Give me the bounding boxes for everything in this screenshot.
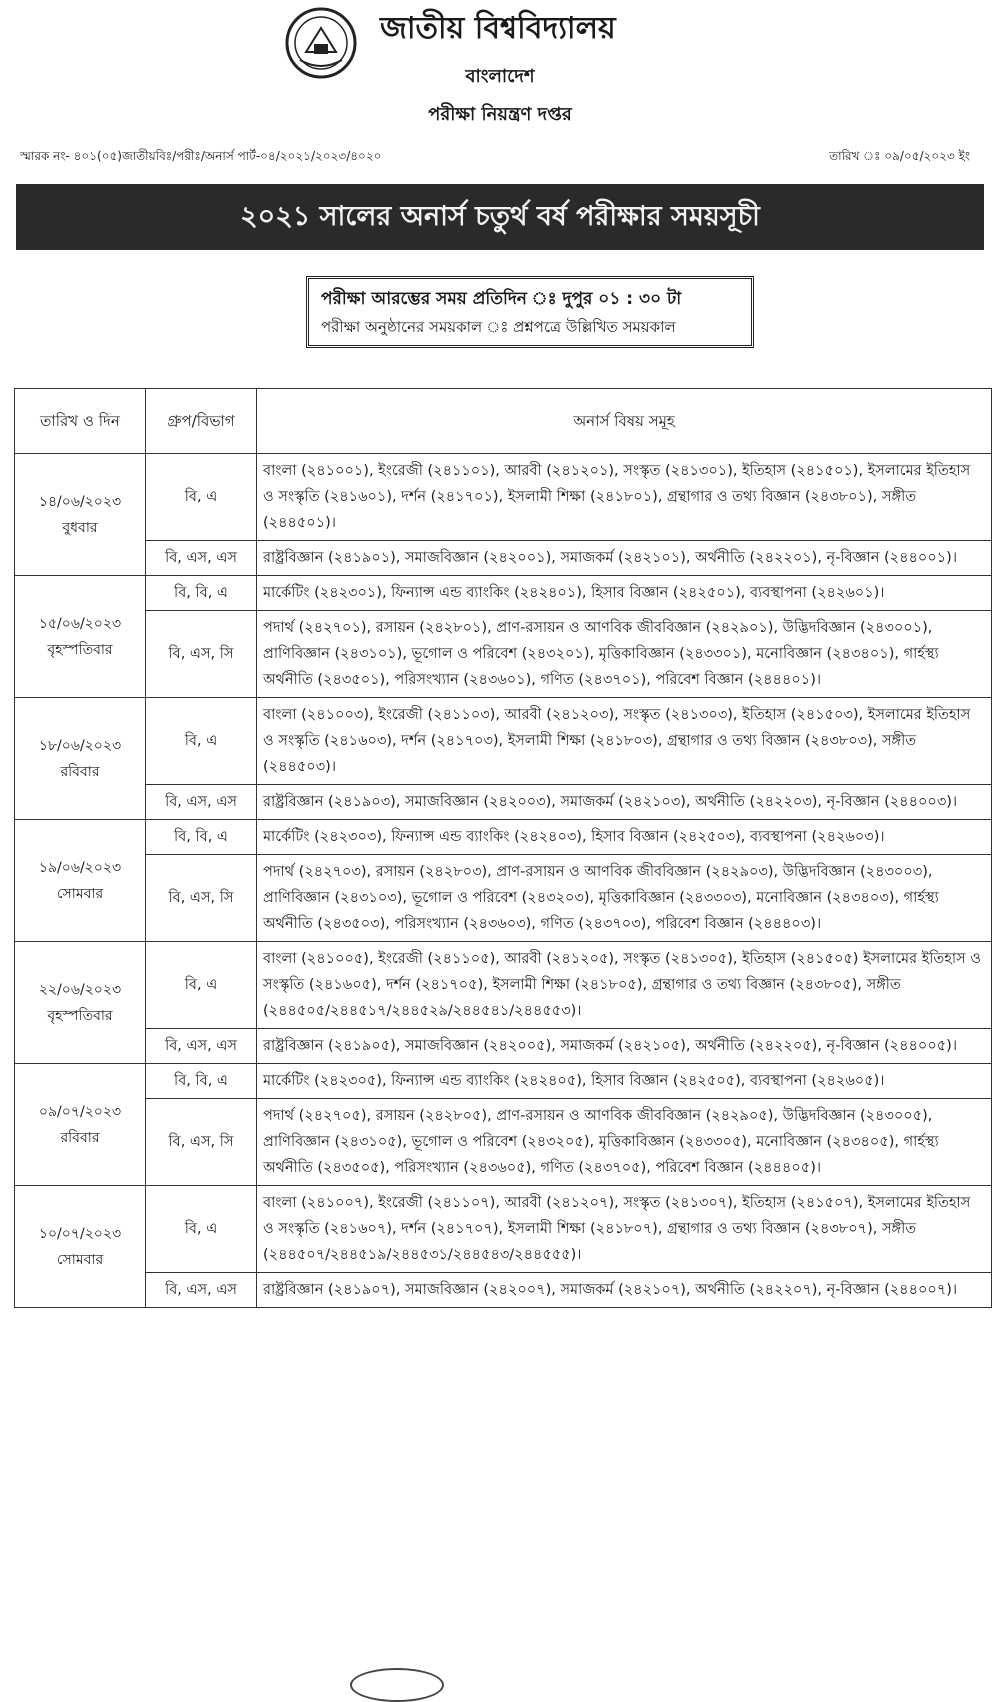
date-cell [15, 1186, 146, 1308]
office-name: পরীক্ষা নিয়ন্ত্রণ দপ্তর [428, 104, 572, 125]
exam-day: সোমবার [56, 885, 104, 902]
table-row [15, 942, 992, 1029]
group-cell: বি, বি, এ [146, 576, 257, 611]
document-header [0, 0, 1000, 163]
exam-day: বৃহস্পতিবার [47, 1007, 113, 1024]
subjects-cell: বাংলা (২৪১০০৫), ইংরেজী (২৪১১০৫), আরবী (২৪১২০৫), সংস্কৃত (২৪১৩০৫), ইতিহাস (২৪১৫০৫) ইসলামের ইতিহাস ও সংস্কৃতি (২৪১৬০৫), দর্শন (২৪১৭০৫), ইসলামী শিক্ষা (২৪১৮০৫), গ্রন্থাগার ও তথ্য বিজ্ঞান (২৪৩৮০৫), সঙ্গীত (২৪৪৫০৫/২৪৪৫১৭/২৪৪৫২৯/২৪৪৫৪১/২৪৪৫৫৩)। [257, 942, 992, 1029]
subjects-cell: রাষ্ট্রবিজ্ঞান (২৪১৯০৫), সমাজবিজ্ঞান (২৪২০০৫), সমাজকর্ম (২৪২১০৫), অর্থনীতি (২৪২২০৫), নৃ-বিজ্ঞান (২৪৪০০৫)। [257, 1029, 992, 1064]
exam-date: ২২/০৬/২০২৩ [38, 981, 122, 998]
table-row [15, 611, 992, 698]
table-row [15, 1029, 992, 1064]
country-name: বাংলাদেশ [465, 66, 535, 87]
exam-date: ১৮/০৬/২০২৩ [38, 737, 122, 754]
schedule-title: ২০২১ সালের অনার্স চতুর্থ বর্ষ পরীক্ষার সময়সূচী [16, 184, 984, 250]
table-header-row [15, 389, 992, 454]
exam-day: রবিবার [60, 1129, 100, 1146]
date-cell [15, 820, 146, 942]
memo-number: স্মারক নং- ৪০১(০৫)জাতীয়বিঃ/পরীঃ/অনার্স পার্ট-০৪/২০২১/২০২৩/৪০২০ [20, 149, 382, 163]
table-row [15, 1186, 992, 1273]
exam-date: ১০/০৭/২০২৩ [38, 1225, 122, 1242]
subjects-cell: পদার্থ (২৪২৭০৫), রসায়ন (২৪২৮০৫), প্রাণ-রসায়ন ও আণবিক জীববিজ্ঞান (২৪২৯০৫), উদ্ভিদবিজ্ঞান (২৪৩০০৫), প্রাণিবিজ্ঞান (২৪৩১০৫), ভূগোল ও পরিবেশ (২৪৩২০৫), মৃত্তিকাবিজ্ঞান (২৪৩৩০৫), মনোবিজ্ঞান (২৪৩৪০৫), গার্হস্থ্য অর্থনীতি (২৪৩৫০৫), পরিসংখ্যান (২৪৩৬০৫), গণিত (২৪৩৭০৫), পরিবেশ বিজ্ঞান (২৪৪৪০৫)। [257, 1099, 992, 1186]
date-cell [15, 454, 146, 576]
group-cell: বি, এস, সি [146, 611, 257, 698]
subjects-cell: বাংলা (২৪১০০৩), ইংরেজী (২৪১১০৩), আরবী (২৪১২০৩), সংস্কৃত (২৪১৩০৩), ইতিহাস (২৪১৫০৩), ইসলামের ইতিহাস ও সংস্কৃতি (২৪১৬০৩), দর্শন (২৪১৭০৩), ইসলামী শিক্ষা (২৪১৮০৩), গ্রন্থাগার ও তথ্য বিজ্ঞান (২৪৩৮০৩), সঙ্গীত (২৪৪৫০৩)। [257, 698, 992, 785]
exam-day: বুধবার [62, 519, 98, 536]
university-name: জাতীয় বিশ্ববিদ্যালয় [380, 11, 616, 46]
subjects-cell: পদার্থ (২৪২৭০৩), রসায়ন (২৪২৮০৩), প্রাণ-রসায়ন ও আণবিক জীববিজ্ঞান (২৪২৯০৩), উদ্ভিদবিজ্ঞান (২৪৩০০৩), প্রাণিবিজ্ঞান (২৪৩১০৩), ভূগোল ও পরিবেশ (২৪৩২০৩), মৃত্তিকাবিজ্ঞান (২৪৩৩০৩), মনোবিজ্ঞান (২৪৩৪০৩), গার্হস্থ্য অর্থনীতি (২৪৩৫০৩), পরিসংখ্যান (২৪৩৬০৩), গণিত (২৪৩৭০৩), পরিবেশ বিজ্ঞান (২৪৪৪০৩)। [257, 855, 992, 942]
group-cell: বি, এস, এস [146, 1273, 257, 1308]
header-group: গ্রুপ/বিভাগ [146, 389, 257, 454]
subjects-cell: রাষ্ট্রবিজ্ঞান (২৪১৯০১), সমাজবিজ্ঞান (২৪২০০১), সমাজকর্ম (২৪২১০১), অর্থনীতি (২৪২২০১), নৃ-বিজ্ঞান (২৪৪০০১)। [257, 541, 992, 576]
subjects-cell: পদার্থ (২৪২৭০১), রসায়ন (২৪২৮০১), প্রাণ-রসায়ন ও আণবিক জীববিজ্ঞান (২৪২৯০১), উদ্ভিদবিজ্ঞান (২৪৩০০১), প্রাণিবিজ্ঞান (২৪৩১০১), ভূগোল ও পরিবেশ (২৪৩২০১), মৃত্তিকাবিজ্ঞান (২৪৩৩০১), মনোবিজ্ঞান (২৪৩৪০১), গার্হস্থ্য অর্থনীতি (২৪৩৫০১), পরিসংখ্যান (২৪৩৬০১), গণিত (২৪৩৭০১), পরিবেশ বিজ্ঞান (২৪৪৪০১)। [257, 611, 992, 698]
exam-duration: পরীক্ষা অনুষ্ঠানের সময়কাল ঃ প্রশ্নপত্রে উল্লিখিত সময়কাল [321, 318, 676, 336]
table-row [15, 855, 992, 942]
subjects-cell: বাংলা (২৪১০০১), ইংরেজী (২৪১১০১), আরবী (২৪১২০১), সংস্কৃত (২৪১৩০১), ইতিহাস (২৪১৫০১), ইসলামের ইতিহাস ও সংস্কৃতি (২৪১৬০১), দর্শন (২৪১৭০১), ইসলামী শিক্ষা (২৪১৮০১), গ্রন্থাগার ও তথ্য বিজ্ঞান (২৪৩৮০১), সঙ্গীত (২৪৪৫০১)। [257, 454, 992, 541]
subjects-cell: রাষ্ট্রবিজ্ঞান (২৪১৯০৩), সমাজবিজ্ঞান (২৪২০০৩), সমাজকর্ম (২৪২১০৩), অর্থনীতি (২৪২২০৩), নৃ-বিজ্ঞান (২৪৪০০৩)। [257, 785, 992, 820]
subjects-cell: মার্কেটিং (২৪২৩০৫), ফিন্যান্স এন্ড ব্যাংকিং (২৪২৪০৫), হিসাব বিজ্ঞান (২৪২৫০৫), ব্যবস্থাপনা (২৪২৬০৫)। [257, 1064, 992, 1099]
group-cell: বি, এস, সি [146, 855, 257, 942]
exam-date: ১৫/০৬/২০২৩ [38, 615, 122, 632]
group-cell: বি, এস, এস [146, 541, 257, 576]
date-cell [15, 942, 146, 1064]
table-row [15, 541, 992, 576]
exam-start-time: পরীক্ষা আরম্ভের সময় প্রতিদিন ঃ দুপুর ০১ : ৩০ টা [321, 289, 682, 309]
header-subjects: অনার্স বিষয় সমূহ [257, 389, 992, 454]
subjects-cell: মার্কেটিং (২৪২৩০৩), ফিন্যান্স এন্ড ব্যাংকিং (২৪২৪০৩), হিসাব বিজ্ঞান (২৪২৫০৩), ব্যবস্থাপনা (২৪২৬০৩)। [257, 820, 992, 855]
table-row [15, 576, 992, 611]
group-cell: বি, এস, এস [146, 1029, 257, 1064]
exam-date: ১৯/০৬/২০২৩ [38, 859, 122, 876]
group-cell: বি, এস, এস [146, 785, 257, 820]
exam-day: বৃহস্পতিবার [47, 641, 113, 658]
date-cell [15, 698, 146, 820]
group-cell: বি, এ [146, 942, 257, 1029]
group-cell: বি, এ [146, 454, 257, 541]
header-date: তারিখ ও দিন [15, 389, 146, 454]
table-row [15, 1273, 992, 1308]
issue-date: তারিখ ঃ ০৯/০৫/২০২৩ ইং [829, 149, 970, 163]
table-row [15, 1099, 992, 1186]
exam-time-box [306, 276, 754, 348]
table-row [15, 1064, 992, 1099]
page-footer-seal [350, 1668, 444, 1702]
table-row [15, 785, 992, 820]
exam-date: ১৪/০৬/২০২৩ [38, 493, 122, 510]
group-cell: বি, এ [146, 698, 257, 785]
schedule-table [14, 388, 992, 1308]
group-cell: বি, বি, এ [146, 820, 257, 855]
group-cell: বি, এ [146, 1186, 257, 1273]
group-cell: বি, এস, সি [146, 1099, 257, 1186]
subjects-cell: মার্কেটিং (২৪২৩০১), ফিন্যান্স এন্ড ব্যাংকিং (২৪২৪০১), হিসাব বিজ্ঞান (২৪২৫০১), ব্যবস্থাপনা (২৪২৬০১)। [257, 576, 992, 611]
subjects-cell: রাষ্ট্রবিজ্ঞান (২৪১৯০৭), সমাজবিজ্ঞান (২৪২০০৭), সমাজকর্ম (২৪২১০৭), অর্থনীতি (২৪২২০৭), নৃ-বিজ্ঞান (২৪৪০০৭)। [257, 1273, 992, 1308]
subjects-cell: বাংলা (২৪১০০৭), ইংরেজী (২৪১১০৭), আরবী (২৪১২০৭), সংস্কৃত (২৪১৩০৭), ইতিহাস (২৪১৫০৭), ইসলামের ইতিহাস ও সংস্কৃতি (২৪১৬০৭), দর্শন (২৪১৭০৭), ইসলামী শিক্ষা (২৪১৮০৭), গ্রন্থাগার ও তথ্য বিজ্ঞান (২৪৩৮০৭), সঙ্গীত (২৪৪৫০৭/২৪৪৫১৯/২৪৪৫৩১/২৪৪৫৪৩/২৪৪৫৫৫)। [257, 1186, 992, 1273]
group-cell: বি, বি, এ [146, 1064, 257, 1099]
date-cell [15, 1064, 146, 1186]
exam-day: সোমবার [56, 1251, 104, 1268]
table-row [15, 820, 992, 855]
table-row [15, 454, 992, 541]
exam-day: রবিবার [60, 763, 100, 780]
schedule-body [15, 454, 992, 1308]
date-cell [15, 576, 146, 698]
table-row [15, 698, 992, 785]
exam-date: ০৯/০৭/২০২৩ [38, 1103, 122, 1120]
